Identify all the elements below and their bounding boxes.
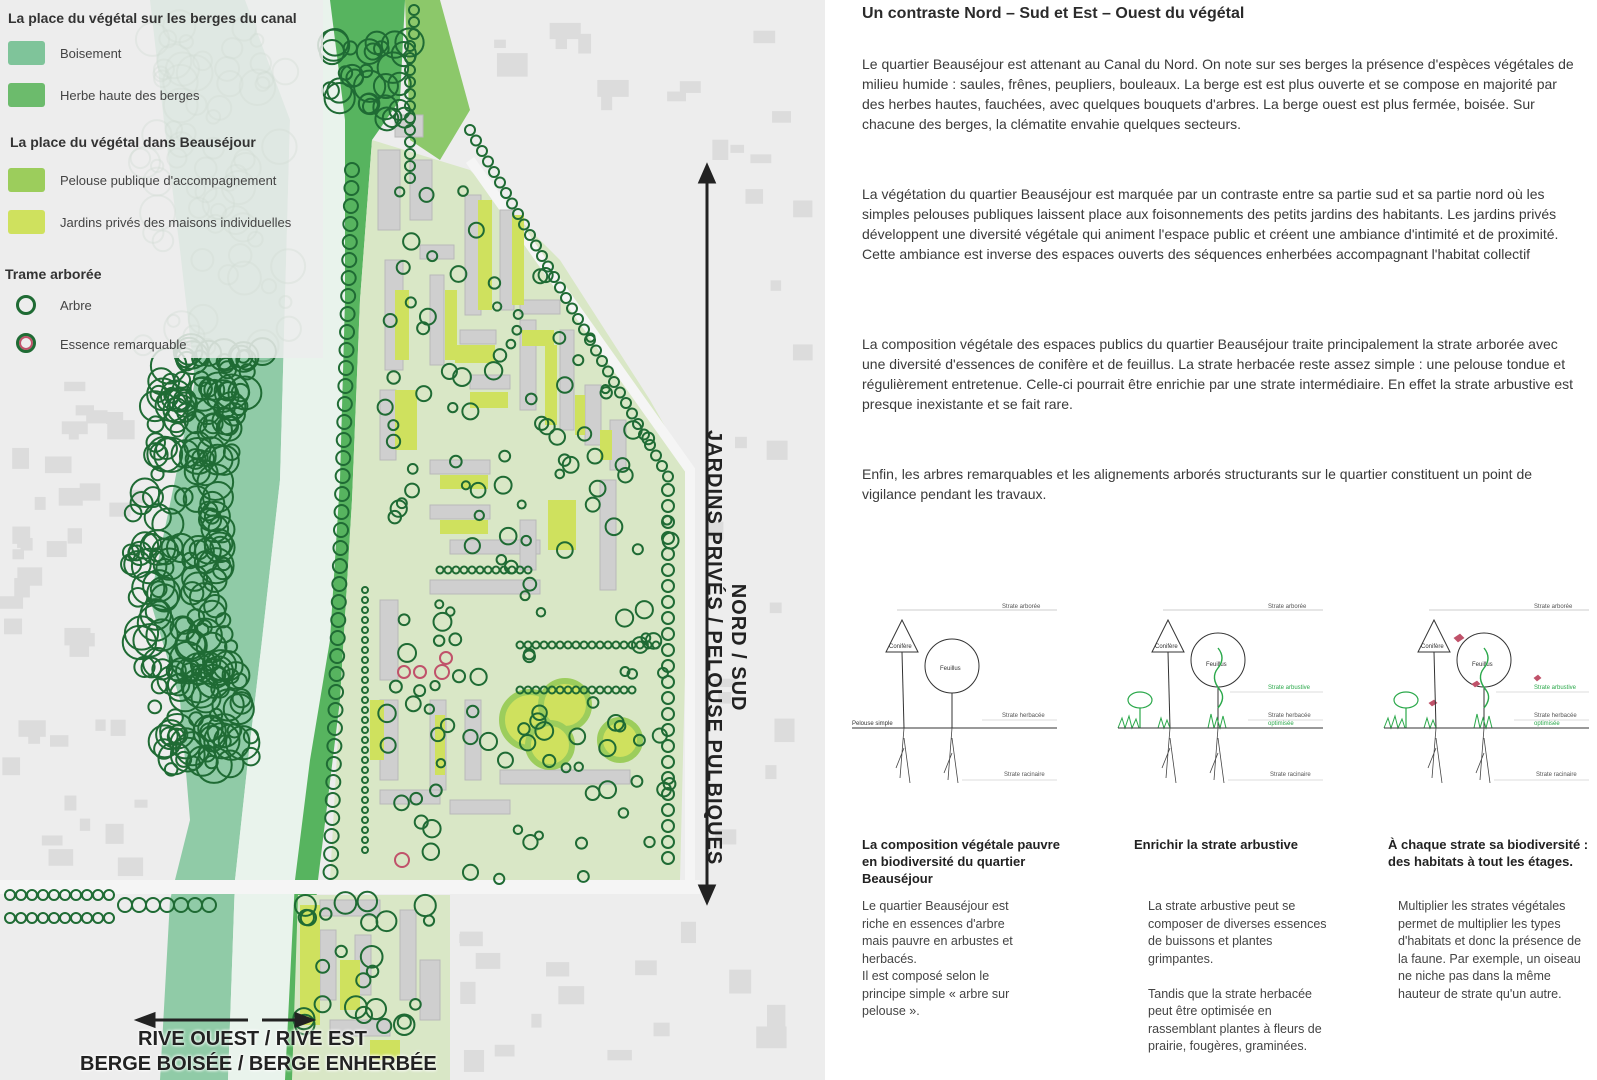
background-block [135,800,148,808]
background-block [497,53,528,77]
label-strate-herbacee: Strate herbacée [1002,713,1045,719]
background-block [774,719,794,742]
background-block [69,425,79,440]
nord-sud-text: NORD / SUD [727,583,749,712]
tree [148,416,164,432]
background-block [772,111,791,123]
building [400,910,416,1000]
background-block [107,420,134,439]
legend-canal-heading: La place du végétal sur les berges du canal [8,10,297,26]
background-block [49,849,74,866]
background-block [111,720,126,736]
label-optimisee: optimisée [1534,721,1560,727]
strata-diagram-biodiversite [1384,604,1594,798]
legend-trame-heading: Trame arborée [5,266,102,282]
label-strate-herbacee: Strate herbacée [1268,713,1311,719]
rive-label: RIVE OUEST / RIVE EST [138,1028,367,1050]
tree [143,648,172,677]
building [470,375,510,389]
tree [501,188,511,198]
garden-patch [395,390,417,450]
caption-3-text: Multiplier les strates végétales permet de multiplier les types d'habitats et donc la présence de la faune. Par exemple, un oiseau ne niche pas dans la même hauteur de strate qu'un autre. [1398,899,1582,1001]
background-block [635,960,657,975]
background-block [64,796,76,811]
background-block [106,824,124,844]
garden-patch [522,330,554,346]
building [585,385,601,445]
shrub-icon [1394,692,1418,708]
background-block [756,1026,786,1048]
tree [146,898,160,912]
strata-diagram-arbustive [1118,604,1328,798]
map-legend [0,0,323,358]
building [450,800,510,814]
background-block [80,819,90,831]
background-block [118,858,143,877]
building [520,300,560,314]
background-block [601,96,612,111]
background-block [50,735,68,747]
tree [16,913,26,923]
tree [93,913,103,923]
label-strate-racinaire: Strate racinaire [1270,772,1311,778]
building [500,210,514,310]
background-block [45,456,72,473]
tree [27,913,37,923]
label-strate-arboree: Strate arborée [1268,604,1307,610]
label-pelouse-simple: Pelouse simple [852,721,893,727]
background-block [793,200,812,217]
herbe-swatch [8,83,45,107]
section-title: Un contraste Nord – Sud et Est – Ouest du végétal [862,5,1245,22]
roots-icon [1162,728,1224,783]
caption-2-text: La strate arbustive peut se composer de diverses essences de buissons et plantes grimpantes. Tandis que la strate herbacée peut être optimisée en rassemblant plantes à fleurs de prairie, fougères, graminées. [1148,899,1327,1053]
roots-icon [896,728,958,783]
background-block [2,757,20,775]
background-block [95,719,105,730]
label-strate-racinaire: Strate racinaire [1004,772,1045,778]
background-block [578,34,591,54]
paragraph-vigilance: Enfin, les arbres remarquables et les alignements arborés structurants sur le quartier constituent un point de vigilance pendant les travaux. [862,466,1533,502]
garden-patch [545,345,557,425]
background-block [64,628,90,645]
tree [477,146,487,156]
tree [104,913,114,923]
background-block [753,31,775,43]
herbaceous-icon [1384,714,1492,728]
tree [132,898,146,912]
label-conifere: Conifère [1421,644,1444,650]
label-strate-arbustive: Strate arbustive [1268,685,1311,691]
background-block [558,986,584,1004]
background-block [86,410,107,423]
feuillus-icon [1457,633,1511,687]
building [420,960,440,1020]
tree [145,504,171,530]
background-block [771,280,782,290]
background-block [770,603,782,614]
tree [38,913,48,923]
label-feuillus: Feuillus [940,666,961,672]
background-block [767,1005,785,1028]
tree [148,700,161,713]
boisement-swatch [8,41,45,65]
background-block [4,619,22,635]
label-strate-arboree: Strate arborée [1002,604,1041,610]
paragraph-composition: La composition végétale des espaces publics du quartier Beauséjour traite principalement la strate arborée avec une diversité d'essences de conifère et de feuillus. La strate herbacée reste assez simple : une pelouse tondue et régulièrement entretenue. Celle-ci pourrait être enrichie par une strate intermédiaire. En effet la strate arbustive est presque inexistante et se fait rare. [862,336,1573,412]
tree [489,167,499,177]
background-block [460,982,475,1004]
essence-circle-icon [16,333,36,353]
tree [5,913,15,923]
tree [82,913,92,923]
tree [471,136,481,146]
background-block [750,154,771,163]
garden-patch [455,345,495,363]
herbaceous-icon [1118,714,1226,728]
background-block [59,488,83,506]
garden-patch [440,520,488,534]
label-feuillus: Feuillus [1472,662,1493,668]
label-optimisee: optimisée [1268,721,1294,727]
berge-label: BERGE BOISÉE / BERGE ENHERBÉE [80,1053,437,1075]
tree [483,157,493,167]
legend-boisement-label: Boisement [60,46,122,61]
caption-2-heading: Enrichir la strate arbustive [1134,837,1299,852]
background-block [712,140,728,160]
building [430,275,444,365]
background-block [64,382,85,391]
legend-arbre-label: Arbre [60,298,92,313]
background-block [607,1050,631,1060]
tree [507,199,517,209]
background-block [0,596,23,608]
background-block [730,145,744,153]
background-block [476,953,501,969]
jardins-pelouses-text: JARDINS PRIVÉS / PELOUSE PULBIQUES [703,430,725,866]
background-block [80,483,101,500]
climbing-plant-icon [1214,648,1222,708]
label-conifere: Conifère [1155,644,1178,650]
background-block [464,1050,484,1072]
background-block [109,503,130,517]
background-block [765,765,776,779]
background-block [35,497,46,510]
background-block [68,528,82,543]
paragraph-berges: Le quartier Beauséjour est attenant au Canal du Nord. On note sur ses berges la présence d'espèces végétales de milieu humide : saules, frênes, peupliers, bouleaux. La berge est est plus ouverte et se compose en majorité par des herbes hautes, fauchées, avec quelques bouquets d'arbres. La berge ouest est plus fermée, boisée. Sur chacune des berges, la clématite envahie quelques secteurs. [862,56,1574,132]
background-block [767,441,788,460]
tree [71,913,81,923]
tree [60,913,70,923]
background-block [681,922,696,943]
garden-patch [478,200,492,310]
label-conifere: Conifère [889,644,912,650]
background-block [28,729,40,743]
tree [465,125,475,135]
arbre-circle-icon [16,295,36,315]
tree [129,588,148,607]
pelouse-swatch [8,168,45,192]
shrub-icon [1128,692,1152,708]
fauna-icon [1429,634,1541,706]
background-block [793,344,813,360]
tree [118,898,132,912]
label-strate-arboree: Strate arborée [1534,604,1573,610]
background-block [556,29,567,49]
legend-pelouse-label: Pelouse publique d'accompagnement [60,173,277,188]
background-block [13,549,24,559]
label-strate-racinaire: Strate racinaire [1536,772,1577,778]
climbing-plant-icon [1480,648,1488,708]
background-block [495,1045,515,1057]
background-block [597,80,628,97]
paragraph-contraste: La végétation du quartier Beauséjour est marquée par un contraste entre sa partie sud et sa partie nord où les simples pelouses publiques laissent place aux foisonnements des petits jardins des habitants. Les jardins privés développent une diversité végétale qui animent l'espace public et créent une ambiance d'intimité et de proximité. Cette ambiance est inverse des espaces ouverts des séquences enherbées accompagnant l'habitat collectif [862,186,1559,262]
background-block [531,1014,541,1028]
caption-3-heading: À chaque strate sa biodiversité : des habitats à tout les étages. [1388,837,1589,869]
background-block [546,962,569,976]
background-block [494,40,506,48]
roots-icon [1428,728,1490,783]
background-block [745,189,763,204]
caption-1-text: Le quartier Beauséjour est riche en essences d'arbre mais pauvre en arbustes et herbacés. Il est composé selon le principe simple « arbre sur pelouse ». [862,899,1013,1018]
background-block [680,81,701,93]
background-block [14,578,30,597]
legend-herbe-label: Herbe haute des berges [60,88,200,103]
background-block [47,541,67,557]
tree [49,913,59,923]
north-south-label [702,430,750,865]
tree [495,178,505,188]
legend-jardins-label: Jardins privés des maisons individuelles [60,215,292,230]
legend-essence-label: Essence remarquable [60,337,187,352]
background-block [654,1023,670,1037]
tree [167,709,182,724]
building [460,330,496,344]
legend-quartier-heading: La place du végétal dans Beauséjour [10,134,256,150]
building [378,150,400,230]
label-feuillus: Feuillus [1206,662,1227,668]
background-block [459,934,471,943]
background-block [667,92,686,102]
jardins-swatch [8,210,45,234]
background-block [12,448,29,469]
strata-diagram-simple [852,604,1062,798]
feuillus-icon [1191,633,1245,687]
label-strate-arbustive: Strate arbustive [1534,685,1577,691]
building [380,600,398,680]
background-block [42,835,63,845]
background-block [21,538,33,551]
background-block [729,970,751,994]
caption-1-heading: La composition végétale pauvre en biodiversité du quartier Beauséjour [862,837,1060,886]
label-strate-herbacee: Strate herbacée [1534,713,1577,719]
